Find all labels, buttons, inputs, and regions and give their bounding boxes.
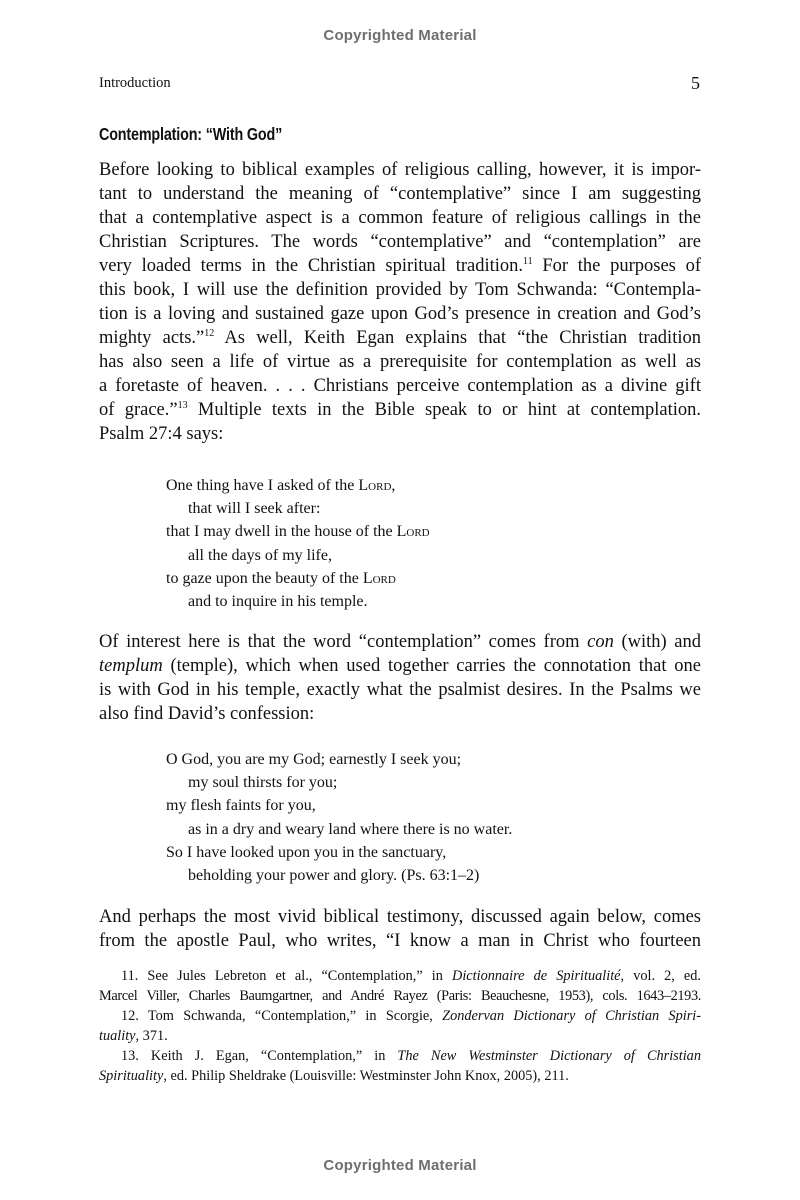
verse-line: that will I seek after: bbox=[188, 500, 321, 518]
text-line: this book, I will use the definition provided by Tom Schwanda: “Contempla- bbox=[99, 280, 701, 300]
text-line: Before looking to biblical examples of religious calling, however, it is impor- bbox=[99, 160, 701, 180]
text-line: that a contemplative aspect is a common feature of religious callings in the bbox=[99, 208, 701, 228]
footnote-ref-12[interactable]: 12 bbox=[204, 327, 215, 339]
text-line: is with God in his temple, exactly what the psalmist desires. In the Psalms we bbox=[99, 680, 701, 700]
footnote-12: 12. Tom Schwanda, “Contemplation,” in Scorgie, Zondervan Dictionary of Christian Spiri- bbox=[121, 1008, 701, 1024]
block-quote-psalm-27 bbox=[166, 474, 430, 613]
footnote-13-cont: Spirituality, ed. Philip Sheldrake (Louisville: Westminster John Knox, 2005), 211. bbox=[99, 1068, 569, 1084]
footnote-ref-13[interactable]: 13 bbox=[177, 399, 188, 411]
copyright-watermark-top: Copyrighted Material bbox=[323, 27, 477, 44]
text-line: a foretaste of heaven. . . . Christians perceive contemplation as a divine gift bbox=[99, 376, 701, 396]
text-line: tion is a loving and sustained gaze upon God’s presence in creation and God’s bbox=[99, 304, 701, 324]
paragraph-3 bbox=[99, 905, 701, 953]
text-line: tant to understand the meaning of “contemplative” since I am suggesting bbox=[99, 184, 701, 204]
verse-line: that I may dwell in the house of the Lord bbox=[166, 523, 430, 541]
verse-line: my flesh faints for you, bbox=[166, 797, 316, 815]
text-line: from the apostle Paul, who writes, “I know a man in Christ who fourteen bbox=[99, 931, 701, 951]
paragraph-1 bbox=[99, 158, 701, 446]
copyright-watermark-bottom: Copyrighted Material bbox=[323, 1157, 477, 1174]
verse-line: all the days of my life, bbox=[188, 546, 332, 564]
verse-line: to gaze upon the beauty of the Lord bbox=[166, 569, 396, 587]
verse-line: and to inquire in his temple. bbox=[188, 593, 368, 611]
verse-line: beholding your power and glory. (Ps. 63:1–2) bbox=[188, 867, 480, 885]
text-line: of grace.”$^{13}$ Multiple texts in the Bible speak to or hint at contemplation. bbox=[99, 399, 702, 420]
footnote-13: 13. Keith J. Egan, “Contemplation,” in The New Westminster Dictionary of Christian bbox=[121, 1048, 701, 1064]
section-heading: Contemplation: “With God” bbox=[99, 124, 283, 144]
text-line: has also seen a life of virtue as a prerequisite for contemplation as well as bbox=[99, 352, 701, 372]
verse-line: O God, you are my God; earnestly I seek you; bbox=[166, 751, 462, 768]
footnote-11-cont: Marcel Viller, Charles Baumgartner, and André Rayez (Paris: Beauchesne, 1953), cols. 1643–2193. bbox=[99, 988, 701, 1004]
text-line: templum (temple), which when used together carries the connotation that one bbox=[99, 656, 701, 676]
text-line: Psalm 27:4 says: bbox=[99, 424, 224, 444]
footnote-12-cont: tuality, 371. bbox=[99, 1028, 168, 1044]
text-line: And perhaps the most vivid biblical testimony, discussed again below, comes bbox=[99, 907, 701, 927]
page-number: 5 bbox=[691, 73, 700, 93]
text-line: Christian Scriptures. The words “contemplative” and “contemplation” are bbox=[99, 232, 701, 252]
text-line: very loaded terms in the Christian spiritual tradition.$^{11}$ For the purposes of bbox=[99, 255, 702, 276]
verse-line: So I have looked upon you in the sanctuary, bbox=[166, 843, 447, 861]
text-line: mighty acts.”$^{12}$ As well, Keith Egan explains that “the Christian tradition bbox=[99, 327, 701, 348]
text-line: Of interest here is that the word “contemplation” comes from con (with) and bbox=[99, 632, 701, 652]
footnotes bbox=[99, 966, 701, 1086]
verse-line: as in a dry and weary land where there is no water. bbox=[188, 820, 513, 838]
footnote-11: 11. See Jules Lebreton et al., “Contemplation,” in Dictionnaire de Spiritualité, vol. 2, ed. bbox=[121, 968, 701, 984]
running-head-title: Introduction bbox=[99, 75, 171, 91]
verse-line: my soul thirsts for you; bbox=[188, 774, 338, 792]
paragraph-2 bbox=[99, 630, 701, 726]
block-quote-psalm-63 bbox=[166, 748, 512, 887]
text-line: also find David’s confession: bbox=[99, 704, 315, 724]
footnote-ref-11[interactable]: 11 bbox=[523, 255, 533, 267]
verse-line: One thing have I asked of the Lord, bbox=[166, 477, 396, 494]
